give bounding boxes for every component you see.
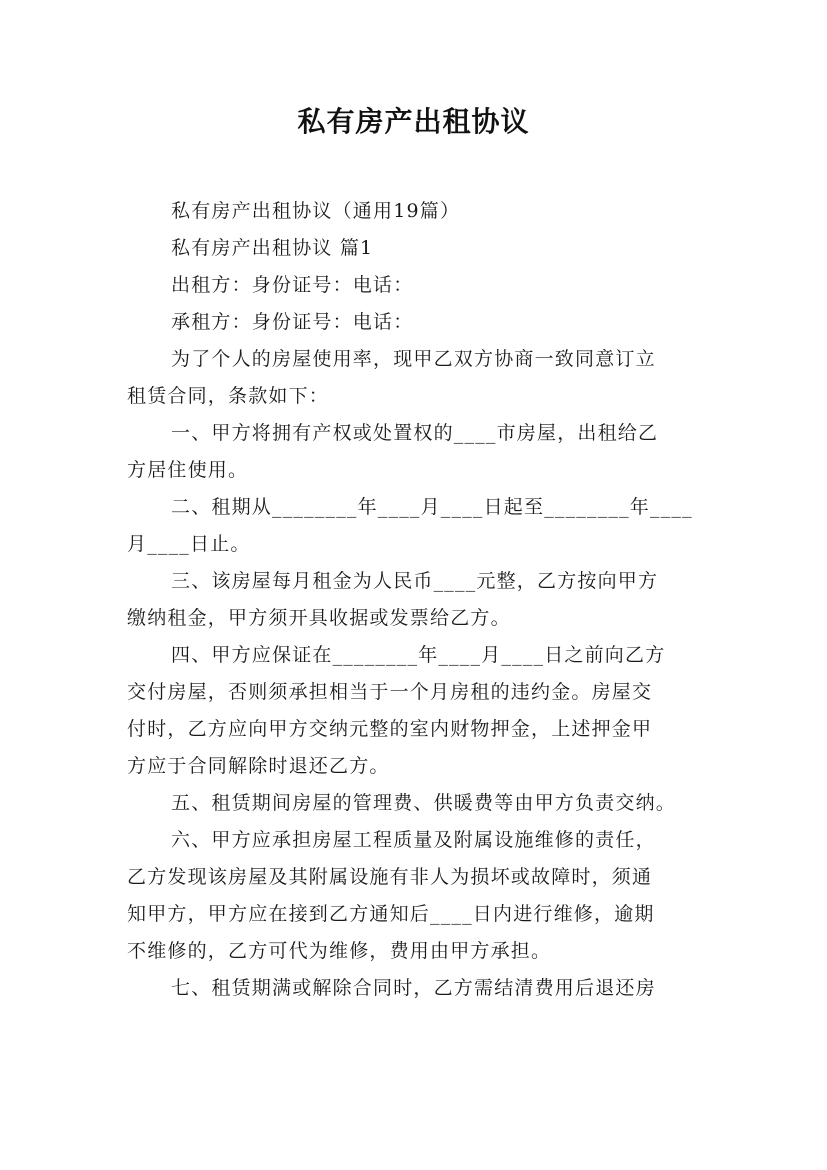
text-line: 出租方：身份证号：电话： (171, 274, 414, 296)
text-line: 乙方发现该房屋及其附属设施有非人为损坏或故障时，须通 (127, 866, 653, 888)
text-line: 为了个人的房屋使用率，现甲乙双方协商一致同意订立 (171, 348, 656, 370)
text-line: 缴纳租金，甲方须开具收据或发票给乙方。 (127, 607, 511, 629)
text-line: 三、该房屋每月租金为人民币____元整，乙方按向甲方 (171, 570, 659, 592)
text-line: 二、租期从________年____月____日起至________年____ (171, 496, 693, 518)
document-body (127, 193, 707, 1007)
text-line: 七、租赁期满或解除合同时，乙方需结清费用后退还房 (171, 977, 656, 999)
text-line: 方应于合同解除时退还乙方。 (127, 755, 390, 777)
text-line: 租赁合同，条款如下： (127, 385, 330, 407)
text-line: 四、甲方应保证在________年____月____日之前向乙方 (171, 644, 666, 666)
text-line: 月____日止。 (127, 533, 251, 555)
text-line: 五、租赁期间房屋的管理费、供暖费等由甲方负责交纳。 (171, 792, 677, 814)
document-title: 私有房产出租协议 (297, 105, 530, 138)
text-line: 一、甲方将拥有产权或处置权的____市房屋，出租给乙 (171, 422, 659, 444)
text-line: 知甲方，甲方应在接到乙方通知后____日内进行维修，逾期 (127, 903, 655, 925)
text-line: 六、甲方应承担房屋工程质量及附属设施维修的责任， (171, 829, 656, 851)
text-line: 不维修的，乙方可代为维修，费用由甲方承担。 (127, 940, 552, 962)
text-line: 私有房产出租协议（通用19篇） (171, 200, 461, 222)
text-line: 方居住使用。 (127, 459, 249, 481)
text-line: 私有房产出租协议 篇1 (171, 237, 374, 259)
text-line: 付时，乙方应向甲方交纳元整的室内财物押金，上述押金甲 (127, 718, 653, 740)
text-line: 交付房屋，否则须承担相当于一个月房租的违约金。房屋交 (127, 681, 653, 703)
text-line: 承租方：身份证号：电话： (171, 311, 414, 333)
